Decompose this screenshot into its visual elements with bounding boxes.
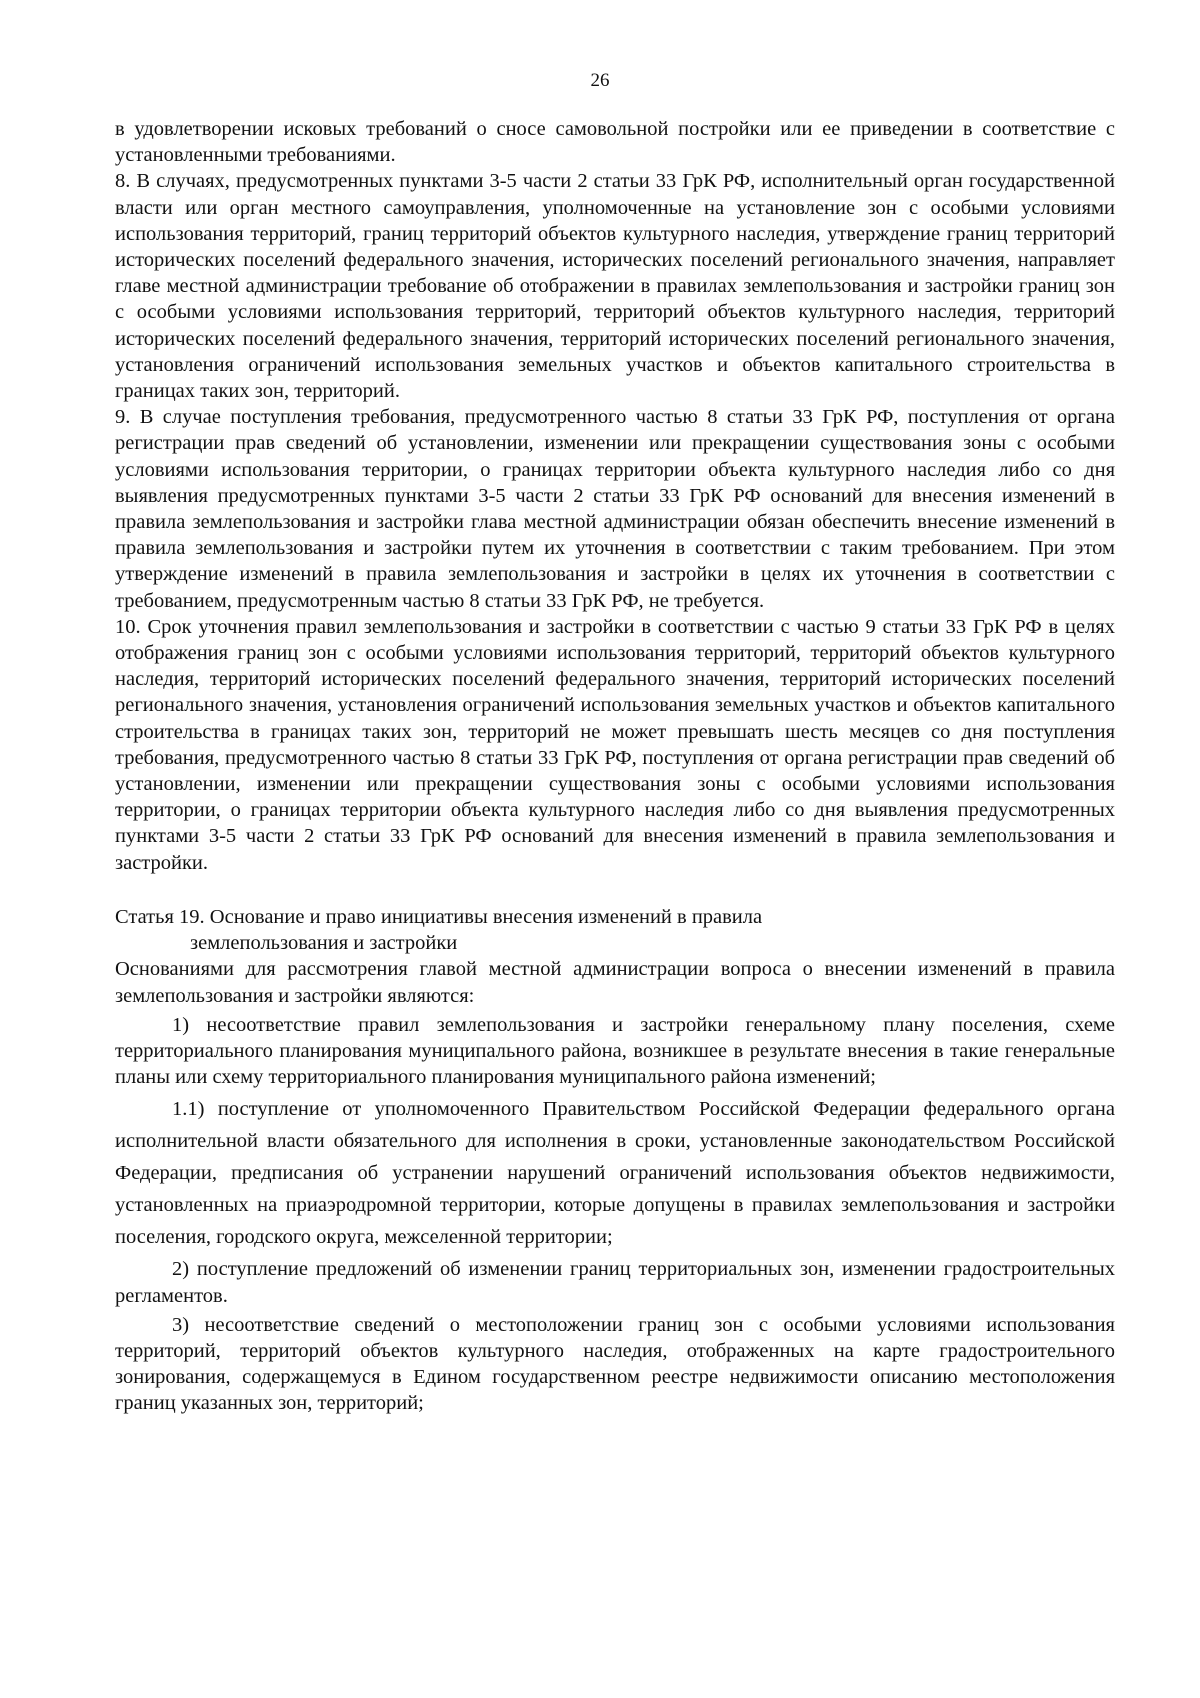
article-title-line-2: землепользования и застройки <box>190 932 458 955</box>
article-intro: Основаниями для рассмотрения главой местной администрации вопроса о внесении изменений в правила землепользования и застройки являются: <box>115 958 1115 1007</box>
list-item-3: 3) несоответствие сведений о местоположении границ зон с особыми условиями использования территорий, территорий объектов культурного наследия, отображенных на карте градостроительного зонирования, содержащемуся в Едином государственном реестре недвижимости описанию местоположения границ указанных зон, территорий; <box>115 1313 1115 1415</box>
article-19-heading <box>115 904 1115 956</box>
list-item-1: 1) несоответствие правил землепользования и застройки генеральному плану поселения, схеме территориального планирования муниципального района, возникшее в результате внесения в такие генеральные планы или схему территориального планирования муниципального района изменений; <box>115 1013 1115 1089</box>
paragraph-10: 10. Срок уточнения правил землепользования и застройки в соответствии с частью 9 статьи 33 ГрК РФ в целях отображения границ зон с особыми условиями использования территорий, территорий объектов культурного наследия, территорий исторических поселений федерального значения, территорий исторических поселений регионального значения, установления ограничений использования земельных участков и объектов капитального строительства в границах таких зон, территорий не может превышать шесть месяцев со дня поступления требования, предусмотренного частью 8 статьи 33 ГрК РФ, поступления от органа регистрации прав сведений об установлении, изменении или прекращении существования зоны с особыми условиями использования территории, о границах территории объекта культурного наследия либо со дня выявления предусмотренных пунктами 3-5 части 2 статьи 33 ГрК РФ оснований для внесения изменений в правила землепользования и застройки. <box>115 615 1115 874</box>
list-item-2: 2) поступление предложений об изменении границ территориальных зон, изменении градостроительных регламентов. <box>115 1258 1115 1307</box>
list-item-1-1: 1.1) поступление от уполномоченного Правительством Российской Федерации федерального органа исполнительной власти обязательного для исполнения в сроки, установленные законодательством Российской Федерации, предписания об устранении нарушений ограничений использования объектов недвижимости, установленных на приаэродромной территории, которые допущены в правилах землепользования и застройки поселения, городского округа, межселенной территории; <box>115 1098 1115 1249</box>
paragraph-9: 9. В случае поступления требования, предусмотренного частью 8 статьи 33 ГрК РФ, поступления от органа регистрации прав сведений об установлении, изменении или прекращении существования зоны с особыми условиями использования территории, о границах территории объекта культурного наследия либо со дня выявления предусмотренных пунктами 3-5 части 2 статьи 33 ГрК РФ оснований для внесения изменений в правила землепользования и застройки глава местной администрации обязан обеспечить внесение изменений в правила землепользования и застройки путем их уточнения в соответствии с таким требованием. При этом утверждение изменений в правила землепользования и застройки в целях их уточнения в соответствии с требованием, предусмотренным частью 8 статьи 33 ГрК РФ, не требуется. <box>115 406 1115 612</box>
page-number: 26 <box>590 70 610 91</box>
section-gap <box>115 876 1115 904</box>
document-body <box>115 116 1115 1417</box>
paragraph-8: 8. В случаях, предусмотренных пунктами 3-5 части 2 статьи 33 ГрК РФ, исполнительный орган государственной власти или орган местного самоуправления, уполномоченные на установление зон с особыми условиями использования территорий, границ территорий объектов культурного наследия, утверждение границ территорий исторических поселений федерального значения, исторических поселений регионального значения, направляет главе местной администрации требование об отображении в правилах землепользования и застройки границ зон с особыми условиями использования территорий, территорий объектов культурного наследия, территорий исторических поселений федерального значения, территорий исторических поселений регионального значения, установления ограничений использования земельных участков и объектов капитального строительства в границах таких зон, территорий. <box>115 170 1115 403</box>
article-title-line-1: Статья 19. Основание и право инициативы внесения изменений в правила <box>115 905 763 928</box>
paragraph-continuation: в удовлетворении исковых требований о сносе самовольной постройки или ее приведении в соответствие с установленными требованиями. <box>115 118 1115 167</box>
